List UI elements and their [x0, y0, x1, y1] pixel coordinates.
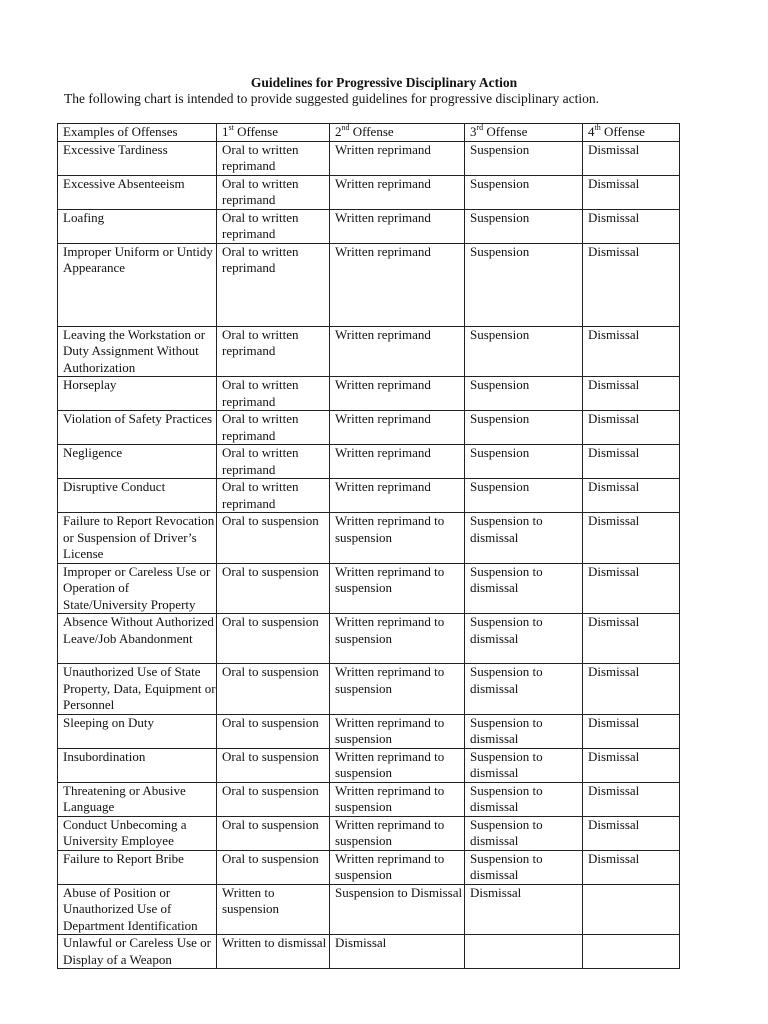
offense-cell: Failure to Report Revocation or Suspension of Driver’s License [58, 513, 217, 564]
first-offense-cell: Oral to written reprimand [217, 175, 330, 209]
disciplinary-guidelines-table [57, 123, 680, 969]
header-second-sup: nd [341, 123, 350, 132]
table-row [58, 563, 680, 614]
second-offense-cell: Written reprimand [330, 479, 465, 513]
first-offense-cell: Oral to written reprimand [217, 326, 330, 377]
offense-cell: Loafing [58, 209, 217, 243]
third-offense-cell: Suspension [465, 141, 583, 175]
first-offense-cell: Oral to written reprimand [217, 377, 330, 411]
offense-cell: Leaving the Workstation or Duty Assignment Without Authorization [58, 326, 217, 377]
second-offense-cell: Written reprimand to suspension [330, 782, 465, 816]
offense-cell: Threatening or Abusive Language [58, 782, 217, 816]
third-offense-cell: Suspension to dismissal [465, 850, 583, 884]
second-offense-cell: Written reprimand to suspension [330, 664, 465, 715]
first-offense-cell: Oral to suspension [217, 714, 330, 748]
third-offense-cell: Suspension to dismissal [465, 614, 583, 664]
header-second-offense [330, 124, 465, 142]
second-offense-cell: Dismissal [330, 935, 465, 969]
fourth-offense-cell: Dismissal [583, 209, 680, 243]
intro-text: The following chart is intended to provide suggested guidelines for progressive disciplinary action. [64, 91, 599, 106]
second-offense-cell: Written reprimand [330, 377, 465, 411]
fourth-offense-cell: Dismissal [583, 377, 680, 411]
offense-cell: Excessive Tardiness [58, 141, 217, 175]
fourth-offense-cell: Dismissal [583, 243, 680, 326]
offense-cell: Unlawful or Careless Use or Display of a Weapon [58, 935, 217, 969]
third-offense-cell [465, 935, 583, 969]
third-offense-cell: Suspension [465, 209, 583, 243]
header-first-num: 1 [222, 124, 229, 139]
offense-cell: Insubordination [58, 748, 217, 782]
fourth-offense-cell: Dismissal [583, 411, 680, 445]
first-offense-cell: Oral to suspension [217, 816, 330, 850]
first-offense-cell: Written to dismissal [217, 935, 330, 969]
fourth-offense-cell: Dismissal [583, 326, 680, 377]
first-offense-cell: Oral to suspension [217, 748, 330, 782]
offense-cell: Violation of Safety Practices [58, 411, 217, 445]
header-second-num: 2 [335, 124, 342, 139]
fourth-offense-cell: Dismissal [583, 479, 680, 513]
fourth-offense-cell [583, 884, 680, 935]
table-row [58, 411, 680, 445]
third-offense-cell: Suspension to dismissal [465, 513, 583, 564]
second-offense-cell: Written reprimand [330, 141, 465, 175]
first-offense-cell: Written to suspension [217, 884, 330, 935]
third-offense-cell: Suspension [465, 175, 583, 209]
table-row [58, 243, 680, 326]
offense-cell: Absence Without Authorized Leave/Job Abandonment [58, 614, 217, 664]
header-third-offense [465, 124, 583, 142]
first-offense-cell: Oral to suspension [217, 782, 330, 816]
offense-cell: Horseplay [58, 377, 217, 411]
fourth-offense-cell: Dismissal [583, 175, 680, 209]
third-offense-cell: Suspension to dismissal [465, 816, 583, 850]
table-row [58, 614, 680, 664]
header-fourth-offense [583, 124, 680, 142]
third-offense-cell: Suspension [465, 445, 583, 479]
header-third-label: Offense [483, 124, 528, 139]
table-row [58, 513, 680, 564]
first-offense-cell: Oral to written reprimand [217, 445, 330, 479]
third-offense-cell: Suspension [465, 326, 583, 377]
third-offense-cell: Suspension to dismissal [465, 748, 583, 782]
third-offense-cell: Suspension [465, 411, 583, 445]
first-offense-cell: Oral to written reprimand [217, 479, 330, 513]
header-second-label: Offense [349, 124, 394, 139]
first-offense-cell: Oral to written reprimand [217, 141, 330, 175]
fourth-offense-cell: Dismissal [583, 664, 680, 715]
third-offense-cell: Dismissal [465, 884, 583, 935]
header-fourth-sup: th [594, 123, 601, 132]
third-offense-cell: Suspension to dismissal [465, 664, 583, 715]
fourth-offense-cell [583, 935, 680, 969]
table-row [58, 445, 680, 479]
fourth-offense-cell: Dismissal [583, 614, 680, 664]
second-offense-cell: Written reprimand to suspension [330, 563, 465, 614]
table-row [58, 377, 680, 411]
offense-cell: Disruptive Conduct [58, 479, 217, 513]
second-offense-cell: Written reprimand to suspension [330, 714, 465, 748]
table-row [58, 884, 680, 935]
header-first-label: Offense [233, 124, 279, 139]
second-offense-cell: Suspension to Dismissal [330, 884, 465, 935]
table-row [58, 209, 680, 243]
fourth-offense-cell: Dismissal [583, 782, 680, 816]
first-offense-cell: Oral to suspension [217, 664, 330, 715]
third-offense-cell: Suspension to dismissal [465, 782, 583, 816]
second-offense-cell: Written reprimand to suspension [330, 816, 465, 850]
first-offense-cell: Oral to written reprimand [217, 243, 330, 326]
fourth-offense-cell: Dismissal [583, 513, 680, 564]
table-row [58, 935, 680, 969]
table-header-row [58, 124, 680, 142]
header-offenses: Examples of Offenses [58, 124, 217, 142]
offense-cell: Improper or Careless Use or Operation of State/University Property [58, 563, 217, 614]
fourth-offense-cell: Dismissal [583, 714, 680, 748]
first-offense-cell: Oral to suspension [217, 513, 330, 564]
first-offense-cell: Oral to suspension [217, 563, 330, 614]
first-offense-cell: Oral to suspension [217, 614, 330, 664]
header-third-num: 3 [470, 124, 477, 139]
table-row [58, 664, 680, 715]
document-title: Guidelines for Progressive Disciplinary Action [250, 75, 518, 90]
third-offense-cell: Suspension to dismissal [465, 714, 583, 748]
first-offense-cell: Oral to suspension [217, 850, 330, 884]
first-offense-cell: Oral to written reprimand [217, 209, 330, 243]
second-offense-cell: Written reprimand [330, 411, 465, 445]
table-row [58, 748, 680, 782]
second-offense-cell: Written reprimand to suspension [330, 614, 465, 664]
offense-cell: Unauthorized Use of State Property, Data, Equipment or Personnel [58, 664, 217, 715]
fourth-offense-cell: Dismissal [583, 141, 680, 175]
table-row [58, 141, 680, 175]
offense-cell: Failure to Report Bribe [58, 850, 217, 884]
header-first-sup: st [228, 123, 234, 132]
table-row [58, 816, 680, 850]
first-offense-cell: Oral to written reprimand [217, 411, 330, 445]
header-fourth-label: Offense [600, 124, 645, 139]
table-row [58, 175, 680, 209]
offense-cell: Conduct Unbecoming a University Employee [58, 816, 217, 850]
second-offense-cell: Written reprimand to suspension [330, 748, 465, 782]
third-offense-cell: Suspension [465, 377, 583, 411]
offense-cell: Improper Uniform or Untidy Appearance [58, 243, 217, 326]
fourth-offense-cell: Dismissal [583, 748, 680, 782]
table-row [58, 850, 680, 884]
third-offense-cell: Suspension to dismissal [465, 563, 583, 614]
offense-cell: Excessive Absenteeism [58, 175, 217, 209]
second-offense-cell: Written reprimand [330, 445, 465, 479]
header-fourth-num: 4 [588, 124, 595, 139]
header-first-offense [217, 124, 330, 142]
second-offense-cell: Written reprimand [330, 209, 465, 243]
fourth-offense-cell: Dismissal [583, 816, 680, 850]
second-offense-cell: Written reprimand to suspension [330, 513, 465, 564]
table-row [58, 782, 680, 816]
fourth-offense-cell: Dismissal [583, 445, 680, 479]
table-row [58, 479, 680, 513]
offense-cell: Abuse of Position or Unauthorized Use of Department Identification [58, 884, 217, 935]
fourth-offense-cell: Dismissal [583, 850, 680, 884]
table-row [58, 326, 680, 377]
second-offense-cell: Written reprimand to suspension [330, 850, 465, 884]
second-offense-cell: Written reprimand [330, 175, 465, 209]
third-offense-cell: Suspension [465, 479, 583, 513]
offense-cell: Negligence [58, 445, 217, 479]
second-offense-cell: Written reprimand [330, 326, 465, 377]
third-offense-cell: Suspension [465, 243, 583, 326]
header-third-sup: rd [476, 123, 484, 132]
second-offense-cell: Written reprimand [330, 243, 465, 326]
table-row [58, 714, 680, 748]
fourth-offense-cell: Dismissal [583, 563, 680, 614]
offense-cell: Sleeping on Duty [58, 714, 217, 748]
